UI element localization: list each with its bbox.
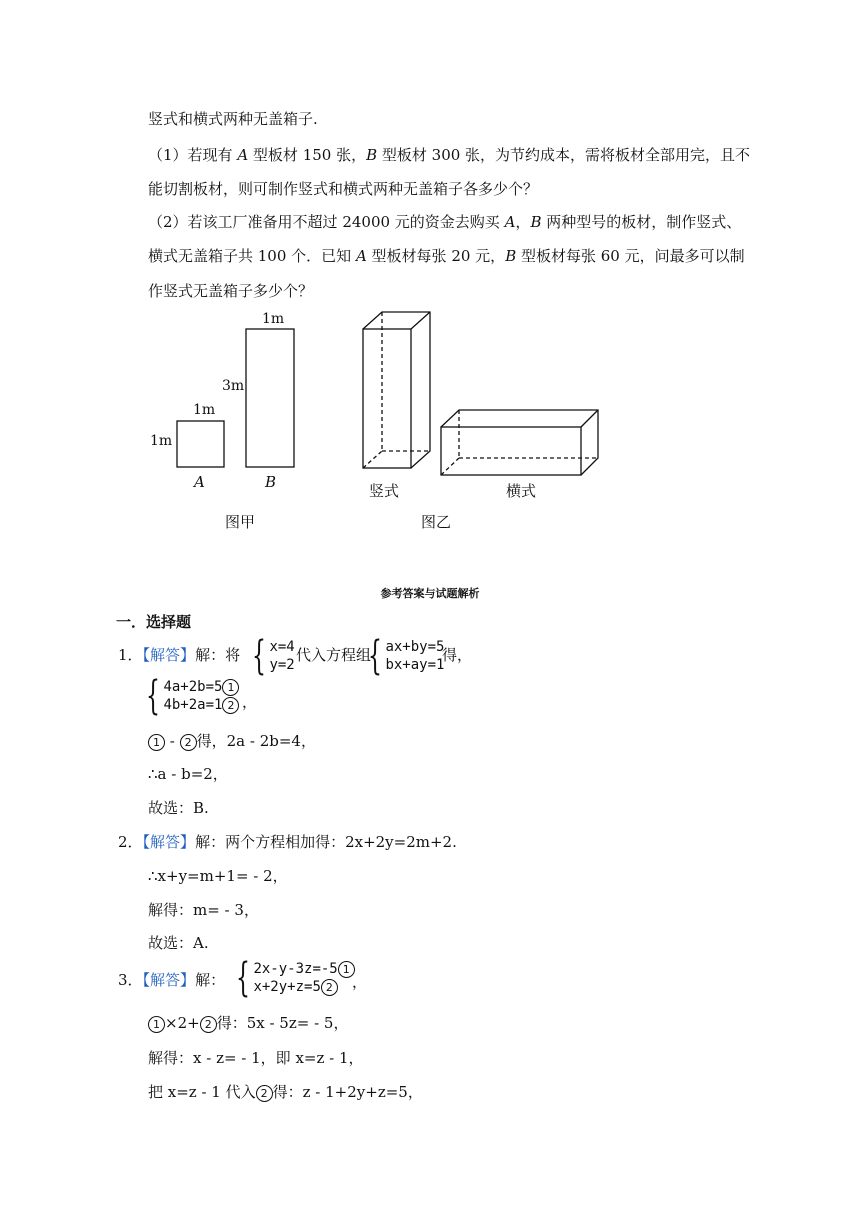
board-a-label: A — [194, 473, 205, 491]
answer-number: 1． — [118, 646, 143, 664]
equation: x=4 — [269, 639, 295, 655]
system-three-variables — [236, 955, 355, 1001]
q2-text-c: 两种型号的板材，制作竖式、 — [541, 213, 742, 231]
q1-text-c: 型板材 300 张，为节约成本，需将板材全部用完，且不 — [377, 146, 751, 164]
answer-text: 代入方程组 — [296, 646, 372, 664]
answer-text: 解： — [195, 971, 226, 989]
answer-text: 得：z - 1+2y+z=5， — [272, 1083, 423, 1101]
circled-number: 2 — [200, 1016, 217, 1033]
answer-3-line-2 — [148, 1013, 348, 1033]
answer-text: ， — [242, 693, 258, 711]
board-a-shape — [177, 421, 224, 467]
answer-text: 解：将 — [195, 646, 241, 664]
answer-1-comma — [242, 692, 257, 712]
system-result — [146, 673, 239, 719]
horizontal-box-shape — [441, 410, 598, 475]
q2-text-2c: 型板材每张 60 元，问最多可以制 — [516, 247, 745, 265]
answer-3-line-3: 解得：x - z= - 1，即 x=z - 1， — [148, 1049, 364, 1067]
answer-number: 2． — [118, 833, 143, 851]
board-a-top-dim: 1m — [193, 402, 216, 418]
answer-number: 3． — [118, 971, 143, 989]
board-and-box-figure — [0, 0, 860, 560]
answer-1-text-3 — [442, 645, 472, 665]
q2-var-a2: A — [355, 247, 367, 265]
answer-text: - — [165, 732, 180, 750]
problem-text: 竖式和横式两种无盖箱子. — [148, 110, 318, 128]
q1-text-a: （1）若现有 — [148, 146, 238, 164]
circled-number: 1 — [148, 734, 165, 751]
q1-text-b: 型板材 150 张， — [248, 146, 367, 164]
figure-caption-right: 图乙 — [421, 513, 452, 531]
answer-1-text-2 — [296, 645, 371, 665]
q2-text-a: （2）若该工厂准备用不超过 24000 元的资金去购买 — [148, 213, 505, 231]
answer-3-line-4 — [148, 1082, 423, 1102]
system-substitution — [252, 633, 295, 679]
answer-text: 把 x=z - 1 代入 — [148, 1083, 256, 1101]
board-a-side-dim: 1m — [150, 433, 173, 449]
figure-caption-left: 图甲 — [225, 513, 256, 531]
q2-var-a: A — [504, 213, 516, 231]
brace-icon: { — [368, 633, 382, 679]
vertical-box-shape — [363, 312, 430, 468]
board-b-shape — [246, 329, 294, 467]
section-title: 一．选择题 — [116, 613, 192, 631]
equation: 4a+2b=5 — [163, 679, 223, 695]
vertical-box-label: 竖式 — [369, 482, 400, 500]
answer-1-line-4: ∴a - b=2， — [148, 765, 228, 783]
brace-icon: { — [146, 673, 160, 719]
equation: x+2y+z=5 — [253, 979, 321, 995]
q2-var-b2: B — [505, 247, 517, 265]
q1-var-b: B — [366, 146, 378, 164]
answer-3-line-1 — [118, 970, 225, 990]
q2-var-b: B — [530, 213, 542, 231]
answer-text: 得，2a - 2b=4， — [196, 732, 316, 750]
system-original — [368, 633, 445, 679]
answer-1-number — [118, 645, 240, 665]
brace-icon: { — [252, 633, 266, 679]
board-b-label: B — [265, 473, 277, 491]
circled-number: 1 — [338, 961, 355, 978]
answer-text: 得：5x - 5z= - 5， — [216, 1014, 349, 1032]
equation: bx+ay=1 — [385, 657, 445, 673]
q1-text-2: 能切割板材，则可制作竖式和横式两种无盖箱子各多少个？ — [148, 180, 539, 198]
answer-text: 解：两个方程相加得：2x+2y=2m+2. — [195, 833, 457, 851]
equation: 4b+2a=1 — [163, 697, 223, 713]
answer-2-line-2: ∴x+y=m+1= - 2， — [148, 867, 288, 885]
answer-3-comma: ， — [352, 973, 368, 991]
answer-2-line-3: 解得：m= - 3， — [148, 901, 259, 919]
answer-2-line-4: 故选：A. — [148, 934, 209, 952]
board-b-top-dim: 1m — [262, 311, 285, 327]
answer-tag: 【解答】 — [142, 971, 196, 989]
q2-text-3: 作竖式无盖箱子多少个？ — [148, 282, 314, 300]
circled-number: 2 — [256, 1085, 273, 1102]
circled-number: 1 — [148, 1016, 165, 1033]
answer-text: 得， — [442, 646, 473, 664]
answer-text: ×2+ — [165, 1014, 200, 1032]
circled-number: 1 — [222, 679, 239, 696]
equation: ax+by=5 — [385, 639, 445, 655]
q2-text-b: ， — [515, 213, 531, 231]
answer-1-line-3 — [148, 731, 316, 751]
answer-tag: 【解答】 — [142, 833, 196, 851]
horizontal-box-label: 横式 — [506, 482, 537, 500]
circled-number: 2 — [222, 697, 239, 714]
board-b-side-dim: 3m — [222, 378, 245, 394]
answers-heading: 参考答案与试题解析 — [380, 587, 480, 600]
answer-2-line-1 — [118, 832, 457, 852]
circled-number: 2 — [180, 734, 197, 751]
circled-number: 2 — [321, 979, 338, 996]
answer-tag: 【解答】 — [142, 646, 196, 664]
answer-1-line-5: 故选：B. — [148, 799, 209, 817]
equation: y=2 — [269, 657, 295, 673]
q2-text-2b: 型板材每张 20 元， — [366, 247, 506, 265]
equation: 2x-y-3z=-5 — [253, 961, 338, 977]
brace-icon: { — [236, 955, 250, 1001]
q1-var-a: A — [237, 146, 249, 164]
q2-text-2a: 横式无盖箱子共 100 个．已知 — [148, 247, 356, 265]
